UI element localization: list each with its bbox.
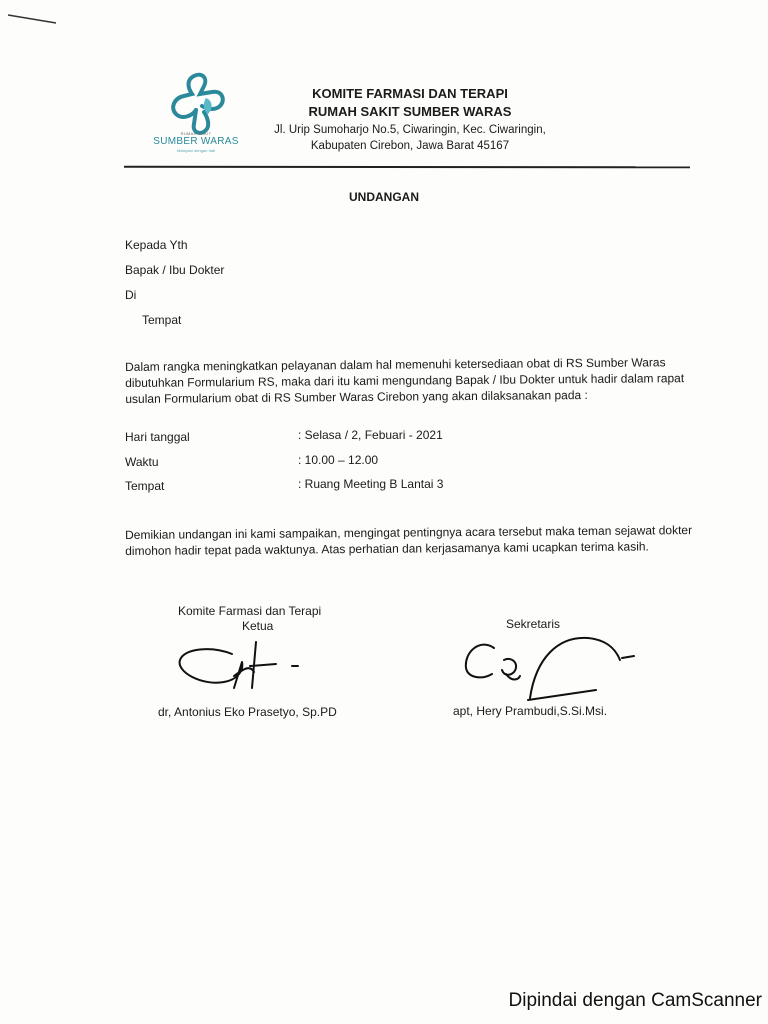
letter-title: UNDANGAN [349,190,419,204]
recipient-line3: Di [125,288,137,302]
recipient-line2: Bapak / Ibu Dokter [125,263,225,277]
address-line2: Kabupaten Cirebon, Jawa Barat 45167 [310,140,510,152]
logo-text: SUMBER WARAS [153,136,239,147]
logo-small-top: RUMAH SAKIT [180,131,212,136]
signature-left-name: dr, Antonius Eko Prasetyo, Sp.PD [158,705,337,719]
detail-value-place: : Ruang Meeting B Lantai 3 [298,477,444,491]
detail-value-time: : 10.00 – 12.00 [298,453,379,467]
org-name-line1: KOMITE FARMASI DAN TERAPI [312,86,508,101]
org-name-line2: RUMAH SAKIT SUMBER WARAS [308,104,512,119]
signature-left-role: Ketua [242,619,274,633]
signature-right-name: apt, Hery Prambudi,S.Si.Msi. [453,704,608,718]
body-paragraph-1: Dalam rangka meningkatkan pelayanan dalam hal memenuhi ketersediaan obat di RS Sumber Waras dibutuhkan Formularium RS, maka dari itu kami mengundang Bapak / Ibu Dokter untuk hadir dalam rapat usulan Formularium obat di RS Sumber Waras Cirebon yang akan dilaksanakan pada : [125,355,685,406]
recipient-line4: Tempat [142,313,182,327]
camscanner-watermark: Dipindai dengan CamScanner [508,990,762,1011]
signature-right-role: Sekretaris [506,617,561,631]
letterhead-divider [124,166,690,168]
detail-label-place: Tempat [125,479,165,493]
pen-mark [6,12,60,26]
body-paragraph-2: Demikian undangan ini kami sampaikan, mengingat pentingnya acara tersebut maka teman sejawat dokter dimohon hadir tepat pada waktunya. Atas perhatian dan kerjasamanya kami ucapkan terima kasih. [125,523,693,558]
address-line1: Jl. Urip Sumoharjo No.5, Ciwaringin, Kec. Ciwaringin, [274,124,546,136]
detail-value-date: : Selasa / 2, Febuari - 2021 [298,428,443,442]
logo-subtitle: Melayani dengan hati [176,148,216,153]
signature-left-org: Komite Farmasi dan Terapi [178,604,322,618]
detail-label-time: Waktu [125,455,159,469]
signature-left-icon [172,632,312,692]
recipient-line1: Kepada Yth [125,238,188,252]
signature-right-icon [458,628,643,708]
detail-label-date: Hari tanggal [125,430,190,444]
